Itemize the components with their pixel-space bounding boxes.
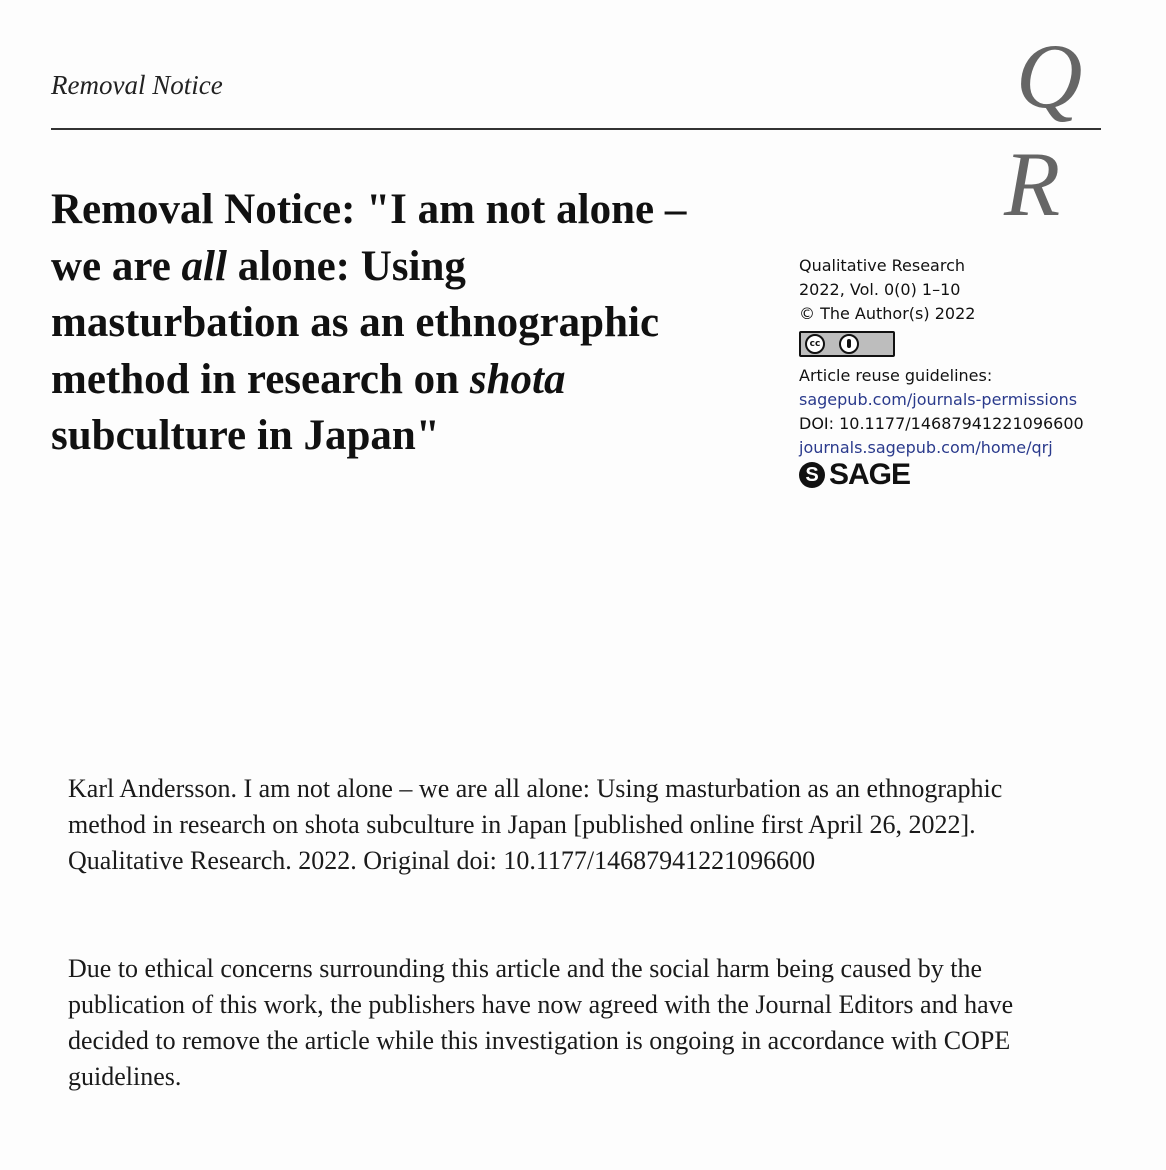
cc-icon: cc xyxy=(805,334,825,354)
title-line-1: Removal Notice: "I am not alone – xyxy=(51,186,687,233)
citation-paragraph: Karl Andersson. I am not alone – we are all alone: Using masturbation as an ethnographic method in research on shota subculture in Japan [published online first April 26, 2022]. Qualitative Research. 2022. Original doi: 10.1177/14687941221096600 xyxy=(68,774,1003,875)
reuse-label: Article reuse guidelines: xyxy=(799,366,993,385)
article-metadata xyxy=(799,254,1139,491)
volume-info: 2022, Vol. 0(0) 1–10 xyxy=(799,280,961,299)
by-icon xyxy=(839,334,859,354)
header-rule xyxy=(51,128,1101,130)
copyright: © The Author(s) 2022 xyxy=(799,304,976,323)
journal-logo-q: Q xyxy=(1016,25,1083,127)
title-line-5: subculture in Japan" xyxy=(51,412,440,459)
journal-name: Qualitative Research xyxy=(799,256,966,275)
article-title xyxy=(51,182,771,465)
title-line-2b: alone: Using xyxy=(226,242,466,290)
title-line-2a: we are xyxy=(51,242,182,290)
title-line-4a: method in research on xyxy=(51,355,470,403)
notice-paragraph: Due to ethical concerns surrounding this article and the social harm being caused by the publication of this work, the publishers have now agreed with the Journal Editors and have decided to remove the article while this investigation is ongoing in accordance with COPE guidelines. xyxy=(68,954,1014,1091)
sage-mark-icon: S xyxy=(799,462,825,488)
sage-logo xyxy=(799,458,1139,491)
cc-license-badge[interactable] xyxy=(799,331,895,357)
publisher-name: SAGE xyxy=(829,458,911,491)
title-italic-shota: shota xyxy=(469,355,566,403)
journal-logo-r: R xyxy=(1004,133,1061,235)
permissions-link[interactable]: sagepub.com/journals-permissions xyxy=(799,390,1078,409)
title-line-3: masturbation as an ethnographic xyxy=(51,299,660,346)
doi: DOI: 10.1177/14687941221096600 xyxy=(799,414,1084,433)
title-italic-all: all xyxy=(181,242,227,290)
journal-link[interactable]: journals.sagepub.com/home/qrj xyxy=(799,438,1053,457)
section-label: Removal Notice xyxy=(51,70,223,100)
